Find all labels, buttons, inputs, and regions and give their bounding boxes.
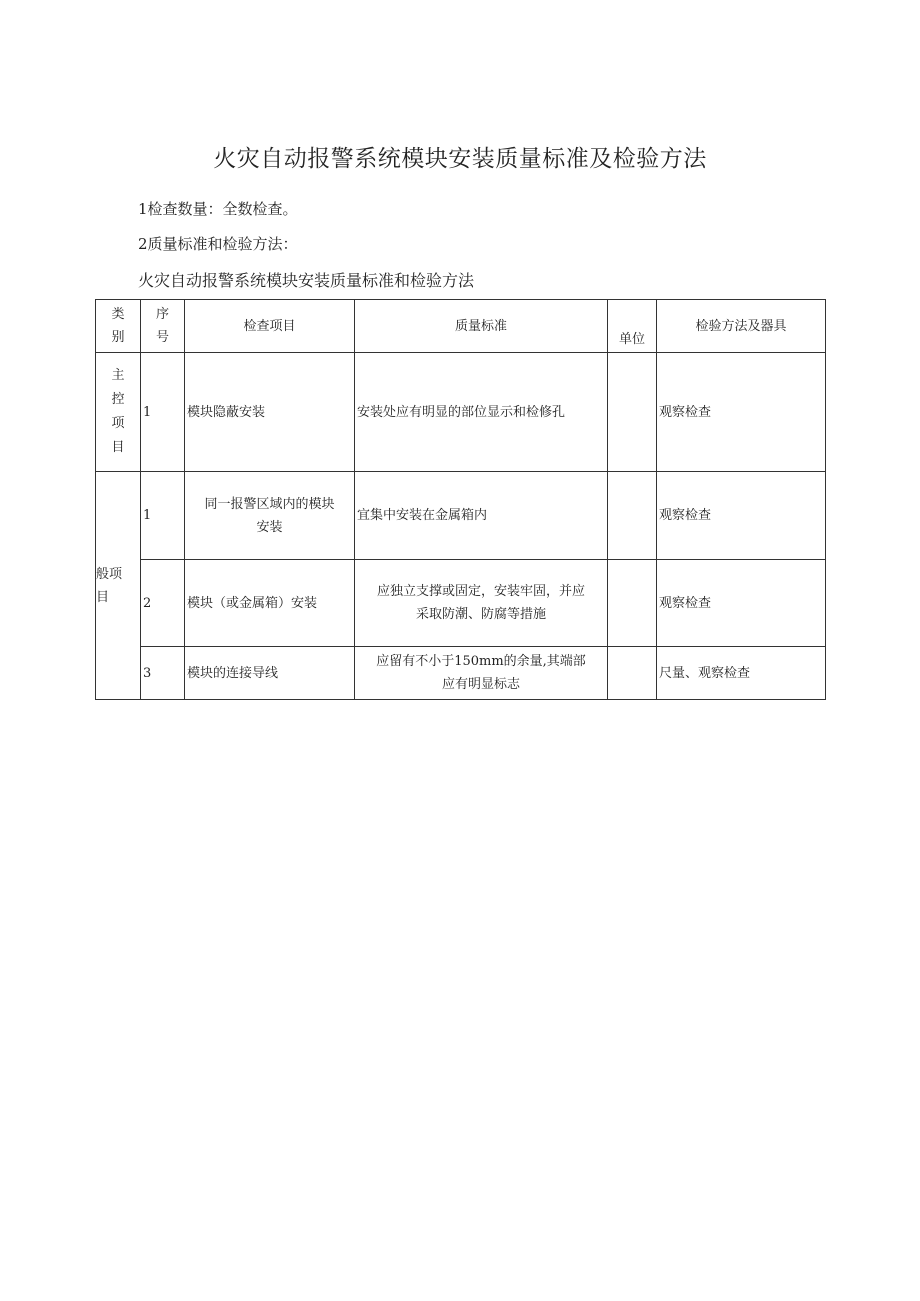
row-standard: 应独立支撑或固定，安装牢固，并应 采取防潮、防腐等措施: [355, 560, 608, 647]
header-seq: 序 号: [141, 300, 185, 353]
row-method: 尺量、观察检查: [657, 647, 826, 700]
row-method: 观察检查: [657, 472, 826, 560]
table-row: [96, 472, 826, 560]
row-seq: 2: [141, 560, 185, 647]
row-unit: [608, 560, 657, 647]
row-unit: [608, 353, 657, 472]
row-item: 模块的连接导线: [185, 647, 355, 700]
header-unit: 单位: [608, 300, 657, 353]
row-standard: 宜集中安装在金属箱内: [355, 472, 608, 560]
row-item: 模块隐蔽安装: [185, 353, 355, 472]
table-row: [96, 353, 826, 472]
row-unit: [608, 472, 657, 560]
header-method: 检验方法及器具: [657, 300, 826, 353]
row-method: 观察检查: [657, 353, 826, 472]
page-title: 火灾自动报警系统模块安装质量标准及检验方法: [213, 146, 707, 172]
row-seq: 1: [141, 353, 185, 472]
category-general: 般项 目: [96, 472, 141, 700]
row-seq: 1: [141, 472, 185, 560]
table-row: [96, 560, 826, 647]
table-caption: 火灾自动报警系统模块安装质量标准和检验方法: [138, 271, 475, 290]
table-header-row: [96, 300, 826, 353]
row-unit: [608, 647, 657, 700]
inspection-count-text: 1检查数量：全数检查。: [138, 200, 298, 218]
row-standard: 应留有不小于150mm的余量,其端部 应有明显标志: [355, 647, 608, 700]
inspection-table: [95, 299, 826, 700]
quality-standard-text: 2质量标准和检验方法：: [138, 235, 298, 253]
header-category: 类 别: [96, 300, 141, 353]
table-row: [96, 647, 826, 700]
row-item: 同一报警区域内的模块 安装: [185, 472, 355, 560]
category-main-control: 主 控 项 目: [96, 353, 141, 472]
row-item: 模块（或金属箱）安装: [185, 560, 355, 647]
header-standard: 质量标准: [355, 300, 608, 353]
row-method: 观察检查: [657, 560, 826, 647]
row-seq: 3: [141, 647, 185, 700]
header-item: 检查项目: [185, 300, 355, 353]
row-standard: 安装处应有明显的部位显示和检修孔: [355, 353, 608, 472]
